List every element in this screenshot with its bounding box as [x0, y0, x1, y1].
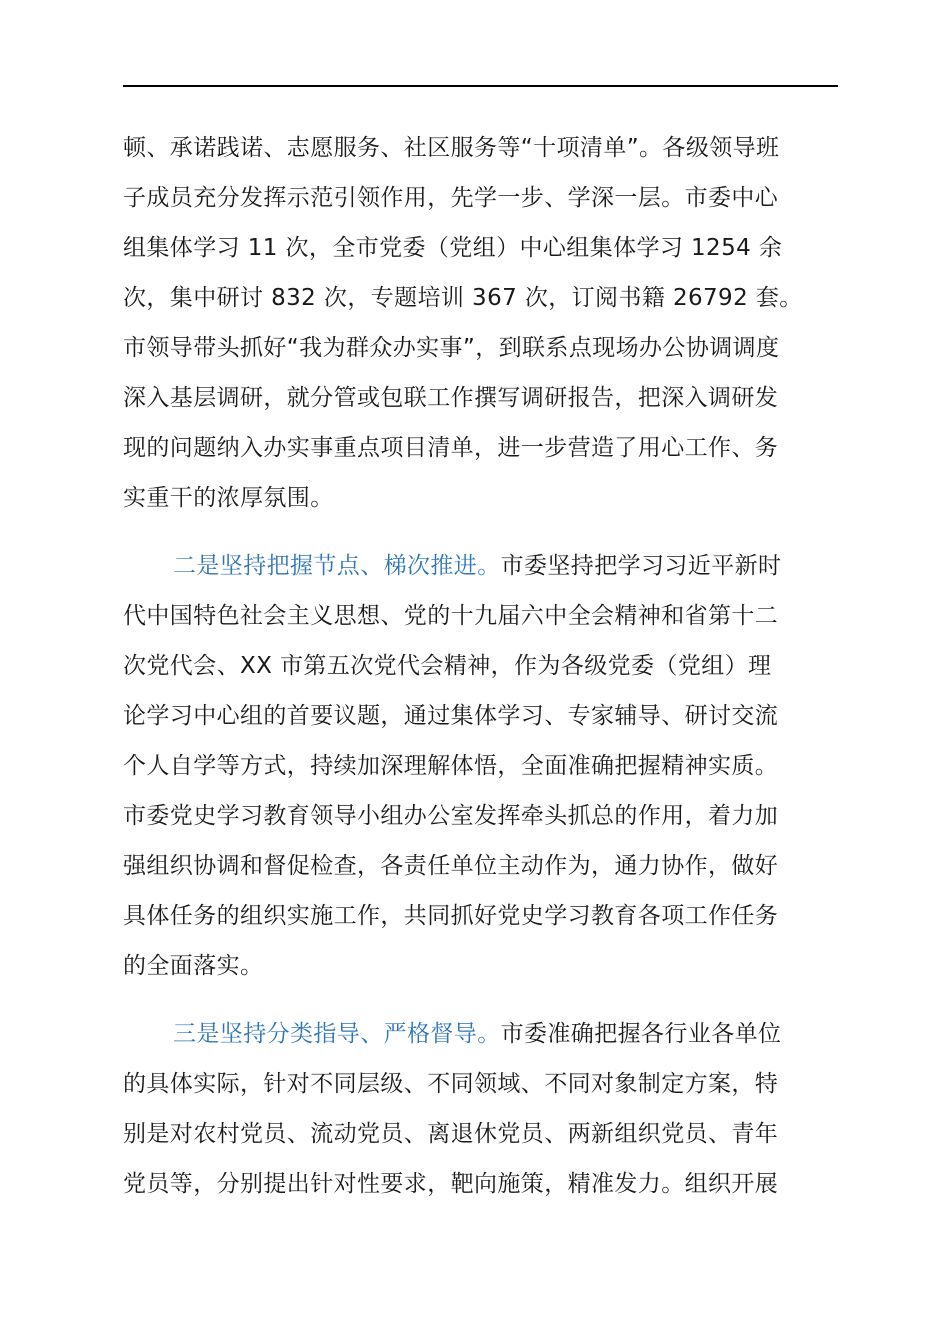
paragraph-lead: 三是坚持分类指导、严格督导。	[173, 1021, 501, 1047]
text-line: 的全面落实。	[123, 953, 264, 979]
text-line: 实重干的浓厚氛围。	[123, 485, 334, 511]
text-line: 个人自学等方式，持续加深理解体悟，全面准确把握精神实质。	[123, 753, 779, 779]
paragraph-1	[123, 123, 843, 523]
text-line: 现的问题纳入办实事重点项目清单，进一步营造了用心工作、务	[123, 435, 779, 461]
text-line: 别是对农村党员、流动党员、离退休党员、两新组织党员、青年	[123, 1121, 779, 1147]
paragraph-2	[123, 541, 843, 991]
document-body	[123, 123, 843, 1209]
text-line-first	[123, 1009, 843, 1059]
text-line: 具体任务的组织实施工作，共同抓好党史学习教育各项工作任务	[123, 903, 779, 929]
text-line: 强组织协调和督促检查，各责任单位主动作为，通力协作，做好	[123, 853, 779, 879]
header-rule	[123, 85, 838, 87]
text-line: 次党代会、XX 市第五次党代会精神，作为各级党委（党组）理	[123, 653, 772, 679]
text-line: 次，集中研讨 832 次，专题培训 367 次，订阅书籍 26792 套。	[123, 285, 803, 311]
text-line-first	[123, 541, 843, 591]
text-segment: 市委坚持把学习习近平新时	[500, 553, 782, 579]
paragraph-3	[123, 1009, 843, 1209]
text-line: 组集体学习 11 次，全市党委（党组）中心组集体学习 1254 余	[123, 235, 783, 261]
text-line: 代中国特色社会主义思想、党的十九届六中全会精神和省第十二	[123, 603, 779, 629]
text-line: 党员等，分别提出针对性要求，靶向施策，精准发力。组织开展	[123, 1171, 779, 1197]
text-line: 的具体实际，针对不同层级、不同领域、不同对象制定方案，特	[123, 1071, 779, 1097]
text-line: 市领导带头抓好“我为群众办实事”，到联系点现场办公协调调度	[123, 335, 780, 361]
text-line: 深入基层调研，就分管或包联工作撰写调研报告，把深入调研发	[123, 385, 779, 411]
paragraph-lead: 二是坚持把握节点、梯次推进。	[173, 553, 501, 579]
paragraph-gap	[123, 523, 843, 541]
text-line: 论学习中心组的首要议题，通过集体学习、专家辅导、研讨交流	[123, 703, 779, 729]
text-segment: 市委准确把握各行业各单位	[500, 1021, 782, 1047]
paragraph-gap	[123, 991, 843, 1009]
text-line: 顿、承诺践诺、志愿服务、社区服务等“十项清单”。各级领导班	[123, 135, 780, 161]
text-line: 子成员充分发挥示范引领作用，先学一步、学深一层。市委中心	[123, 185, 779, 211]
text-line: 市委党史学习教育领导小组办公室发挥牵头抓总的作用，着力加	[123, 803, 779, 829]
